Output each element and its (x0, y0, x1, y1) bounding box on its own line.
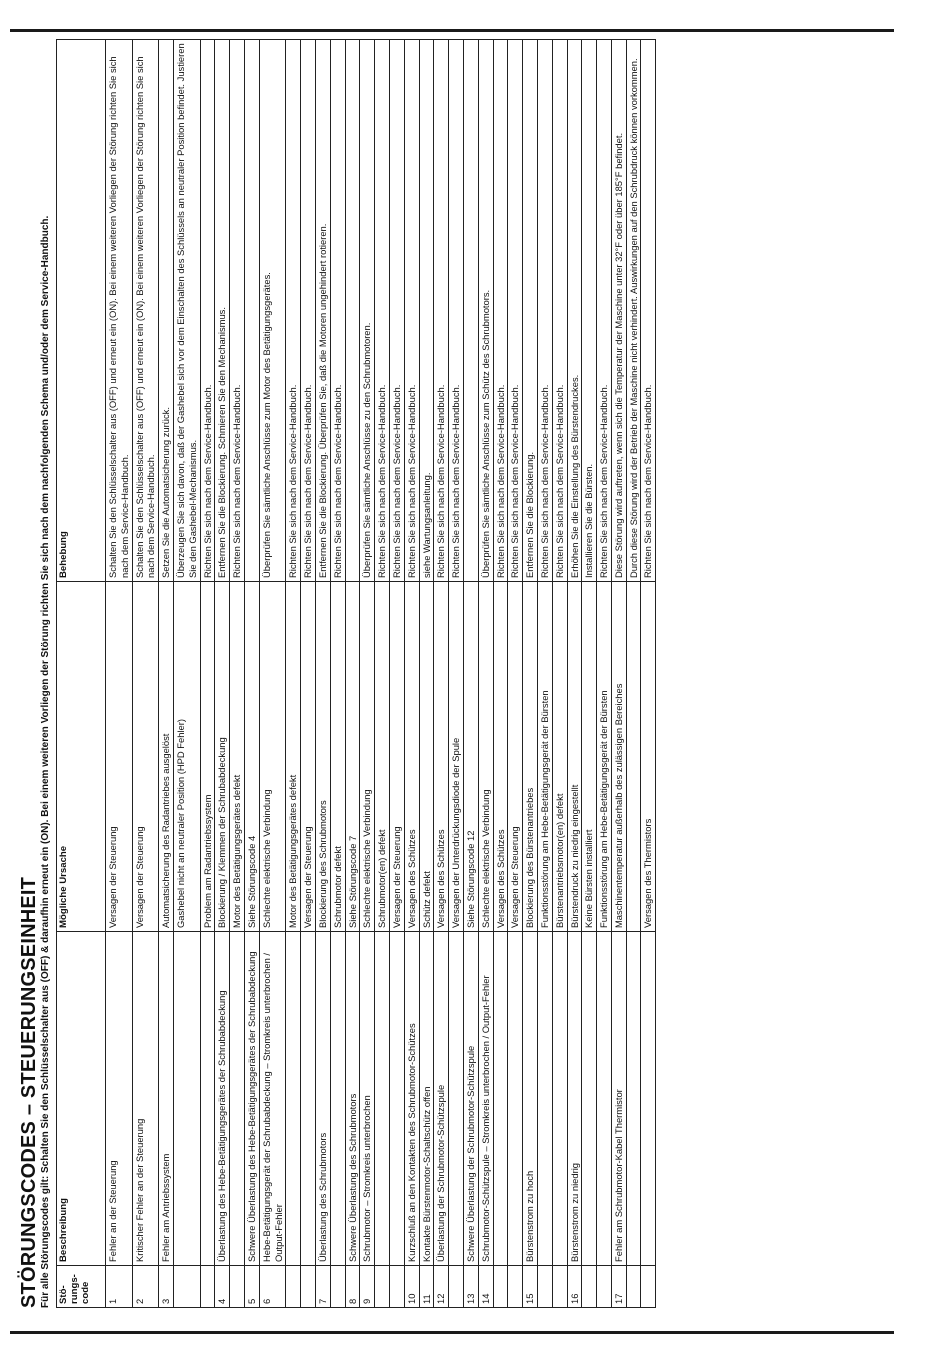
cell-remedy: Schalten Sie den Schlüsselschalter aus (OFF) und erneut ein (ON). Bei einem weiteren Vorliegen der Störung richten Sie sich nach dem Service-Handbuch. (132, 40, 159, 582)
cell-remedy: Richten Sie sich nach dem Service-Handbuch. (404, 40, 419, 582)
cell-cause: Versagen des Schützes (434, 582, 449, 932)
cell-cause: Versagen der Steuerung (132, 582, 159, 932)
table-row (200, 40, 215, 1308)
header-code: Stö-rungs-code (57, 1266, 106, 1308)
cell-remedy: Diese Störung wird auftreten, wenn sich die Temperatur der Maschine unter 32°F oder über 185°F befindet. (611, 40, 626, 582)
bottom-rule (10, 1331, 894, 1334)
cell-remedy: Richten Sie sich nach dem Service-Handbuch. (493, 40, 508, 582)
cell-cause: Keine Bürsten installiert (582, 582, 597, 932)
cell-cause: Versagen der Steuerung (508, 582, 523, 932)
cell-code (286, 1266, 301, 1308)
cell-cause: Schlechte elektrische Verbindung (478, 582, 493, 932)
cell-remedy: Entfernen Sie die Blockierung. Schmieren Sie den Mechanismus. (215, 40, 230, 582)
cell-code: 11 (419, 1266, 434, 1308)
table-row (523, 40, 538, 1308)
table-row (244, 40, 259, 1308)
cell-cause: Siehe Störungscode 12 (463, 582, 478, 932)
cell-remedy: Richten Sie sich nach dem Service-Handbuch. (537, 40, 552, 582)
cell-code: 14 (478, 1266, 493, 1308)
cell-remedy: Richten Sie sich nach dem Service-Handbuch. (389, 40, 404, 582)
table-row (434, 40, 449, 1308)
cell-description: Hebe-Betätigungsgerät der Schrubabdeckung – Stromkreis unterbrochen / Output-Fehler (259, 932, 286, 1266)
cell-description (389, 932, 404, 1266)
cell-description: Schwere Überlastung der Schrubmotor-Schützspule (463, 932, 478, 1266)
cell-cause: Schrubmotor defekt (330, 582, 345, 932)
cell-cause: Blockierung / Klemmen der Schrubabdeckung (215, 582, 230, 932)
header-description: Beschreibung (57, 932, 106, 1266)
header-cause: Mögliche Ursache (57, 582, 106, 932)
table-row (537, 40, 552, 1308)
cell-cause: Schlechte elektrische Verbindung (360, 582, 375, 932)
cell-cause: Funktionsstörung am Hebe-Betätigungsgerät der Bürsten (537, 582, 552, 932)
cell-code: 2 (132, 1266, 159, 1308)
cell-cause: Schrubmotor(en) defekt (375, 582, 390, 932)
cell-cause: Versagen des Schützes (493, 582, 508, 932)
cell-description: Bürstenstrom zu hoch (523, 932, 538, 1266)
cell-description (493, 932, 508, 1266)
cell-description: Überlastung des Schrubmotors (315, 932, 330, 1266)
cell-code (200, 1266, 215, 1308)
cell-code (330, 1266, 345, 1308)
cell-remedy: Richten Sie sich nach dem Service-Handbuch. (230, 40, 245, 582)
cell-remedy: Installieren Sie die Bürsten. (582, 40, 597, 582)
cell-cause: Versagen des Schützes (404, 582, 419, 932)
cell-cause: Blockierung des Schrubmotors (315, 582, 330, 932)
cell-cause: Schlechte elektrische Verbindung (259, 582, 286, 932)
table-row (552, 40, 567, 1308)
cell-code: 17 (611, 1266, 626, 1308)
table-row (315, 40, 330, 1308)
cell-cause (626, 582, 641, 932)
cell-code: 7 (315, 1266, 330, 1308)
cell-code (552, 1266, 567, 1308)
cell-description (375, 932, 390, 1266)
cell-code: 13 (463, 1266, 478, 1308)
cell-code: 8 (345, 1266, 360, 1308)
header-remedy: Behebung (57, 40, 106, 582)
cell-description (597, 932, 612, 1266)
cell-description: Kurzschluß an den Kontakten des Schrubmotor-Schützes (404, 932, 419, 1266)
cell-cause: Versagen des Thermistors (641, 582, 656, 932)
error-code-table (56, 39, 656, 1308)
cell-remedy: Überprüfen Sie sämtliche Anschlüsse zu den Schrubmotoren. (360, 40, 375, 582)
cell-description: Fehler am Antriebssystem (159, 932, 174, 1266)
cell-description: Überlastung des Hebe-Betätigungsgerätes der Schrubabdeckung (215, 932, 230, 1266)
table-row (493, 40, 508, 1308)
cell-cause: Versagen der Steuerung (301, 582, 316, 932)
cell-code (626, 1266, 641, 1308)
cell-description: Schwere Überlastung des Hebe-Betätigungsgerätes der Schrubabdeckung (244, 932, 259, 1266)
table-row (463, 40, 478, 1308)
cell-remedy: Richten Sie sich nach dem Service-Handbuch. (330, 40, 345, 582)
cell-code: 3 (159, 1266, 174, 1308)
table-row (106, 40, 133, 1308)
cell-description (626, 932, 641, 1266)
cell-description (230, 932, 245, 1266)
cell-cause: Bürstenantriebsmotor(en) defekt (552, 582, 567, 932)
cell-code: 4 (215, 1266, 230, 1308)
table-row (330, 40, 345, 1308)
table-row (449, 40, 464, 1308)
cell-code: 9 (360, 1266, 375, 1308)
cell-remedy: Richten Sie sich nach dem Service-Handbuch. (301, 40, 316, 582)
table-header-row (57, 40, 106, 1308)
cell-description: Fehler an der Steuerung (106, 932, 133, 1266)
cell-description: Kritischer Fehler an der Steuerung (132, 932, 159, 1266)
cell-cause: Motor des Betätigungsgerätes defekt (286, 582, 301, 932)
cell-description: Schwere Überlastung des Schrubmotors (345, 932, 360, 1266)
cell-cause: Problem am Radantriebssystem (200, 582, 215, 932)
cell-description (286, 932, 301, 1266)
cell-code (173, 1266, 200, 1308)
cell-cause: Bürstendruck zu niedrig eingestellt (567, 582, 582, 932)
cell-description: Schrubmotor – Stromkreis unterbrochen (360, 932, 375, 1266)
cell-code (375, 1266, 390, 1308)
table-row (259, 40, 286, 1308)
cell-code: 15 (523, 1266, 538, 1308)
cell-remedy: Richten Sie sich nach dem Service-Handbuch. (375, 40, 390, 582)
table-row (419, 40, 434, 1308)
cell-description (537, 932, 552, 1266)
cell-cause: Versagen der Steuerung (389, 582, 404, 932)
cell-remedy: Überprüfen Sie sämtliche Anschlüsse zum Schütz des Schrubmotors. (478, 40, 493, 582)
page-subtitle: Für alle Störungscodes gilt: Schalten Sie den Schlüsselschalter aus (OFF) & daraufhin erneut ein (ON). Bei einem weiteren Vorliegen der Störung richten Sie sich nach dem nachfolgenden Schema und/oder dem Service-Handbuch. (40, 215, 51, 1308)
cell-description: Fehler am Schrubmotor-Kabel Thermistor (611, 932, 626, 1266)
table-row (389, 40, 404, 1308)
table-row (508, 40, 523, 1308)
table-row (478, 40, 493, 1308)
cell-cause: Versagen der Unterdrückungsdiode der Spule (449, 582, 464, 932)
cell-code: 6 (259, 1266, 286, 1308)
cell-remedy: siehe Wartungsanleitung. (419, 40, 434, 582)
table-row (611, 40, 626, 1308)
cell-remedy: Schalten Sie den Schlüsselschalter aus (OFF) und erneut ein (ON). Bei einem weiteren Vorliegen der Störung richten Sie sich nach dem Service-Handbuch. (106, 40, 133, 582)
cell-cause: Blockierung des Bürstenantriebes (523, 582, 538, 932)
cell-remedy (345, 40, 360, 582)
cell-remedy: Richten Sie sich nach dem Service-Handbuch. (286, 40, 301, 582)
cell-cause: Motor des Betätigungsgerätes defekt (230, 582, 245, 932)
cell-remedy: Richten Sie sich nach dem Service-Handbuch. (200, 40, 215, 582)
cell-code (508, 1266, 523, 1308)
cell-cause: Siehe Störungscode 7 (345, 582, 360, 932)
cell-cause: Schütz defekt (419, 582, 434, 932)
cell-code: 1 (106, 1266, 133, 1308)
table-row (215, 40, 230, 1308)
table-row (597, 40, 612, 1308)
cell-code (597, 1266, 612, 1308)
cell-code (641, 1266, 656, 1308)
cell-remedy (244, 40, 259, 582)
cell-remedy: Erhöhen Sie die Einstellung des Bürstendruckes. (567, 40, 582, 582)
page-title: STÖRUNGSCODES – STEUERUNGSEINHEIT (18, 876, 40, 1308)
cell-description (330, 932, 345, 1266)
cell-code (449, 1266, 464, 1308)
table-row (567, 40, 582, 1308)
table-row (582, 40, 597, 1308)
cell-remedy: Richten Sie sich nach dem Service-Handbuch. (597, 40, 612, 582)
cell-code (582, 1266, 597, 1308)
table-row (173, 40, 200, 1308)
cell-description (301, 932, 316, 1266)
cell-description (200, 932, 215, 1266)
cell-description (508, 932, 523, 1266)
cell-description: Kontakte Bürstenmotor-Schaltschütz offen (419, 932, 434, 1266)
cell-remedy: Richten Sie sich nach dem Service-Handbuch. (508, 40, 523, 582)
table-row (404, 40, 419, 1308)
cell-remedy: Überzeugen Sie sich davon, daß der Gashebel sich vor dem Einschalten des Schlüssels an neutraler Position befindet. Justieren Sie den Gashebel-Mechanismus. (173, 40, 200, 582)
cell-description (641, 932, 656, 1266)
cell-cause: Gashebel nicht an neutraler Position (HPD Fehler) (173, 582, 200, 932)
cell-code (301, 1266, 316, 1308)
table-row (375, 40, 390, 1308)
cell-description (173, 932, 200, 1266)
table-row (286, 40, 301, 1308)
cell-code: 16 (567, 1266, 582, 1308)
cell-description: Schrubmotor-Schützspule – Stromkreis unterbrochen / Output-Fehler (478, 932, 493, 1266)
cell-cause: Automatsicherung des Radantriebes ausgelöst (159, 582, 174, 932)
cell-description: Überlastung der Schrubmotor-Schützspule (434, 932, 449, 1266)
cell-remedy: Entfernen Sie die Blockierung. Überprüfen Sie, daß die Motoren ungehindert rotieren. (315, 40, 330, 582)
table-row (641, 40, 656, 1308)
cell-remedy: Entfernen Sie die Blockierung. (523, 40, 538, 582)
table-row (230, 40, 245, 1308)
cell-code: 5 (244, 1266, 259, 1308)
cell-remedy: Richten Sie sich nach dem Service-Handbuch. (434, 40, 449, 582)
table-row (159, 40, 174, 1308)
table-body (106, 40, 656, 1308)
cell-remedy (463, 40, 478, 582)
cell-cause: Siehe Störungscode 4 (244, 582, 259, 932)
cell-description (449, 932, 464, 1266)
cell-remedy: Setzen Sie die Automatsicherung zurück. (159, 40, 174, 582)
cell-remedy: Richten Sie sich nach dem Service-Handbuch. (552, 40, 567, 582)
table-row (345, 40, 360, 1308)
cell-description (552, 932, 567, 1266)
table-row (132, 40, 159, 1308)
top-rule (10, 29, 894, 32)
cell-description (582, 932, 597, 1266)
table-row (301, 40, 316, 1308)
cell-code (537, 1266, 552, 1308)
cell-cause: Maschinentemperatur außerhalb des zulässigen Bereiches (611, 582, 626, 932)
rotated-page-content (18, 40, 890, 1308)
cell-code (389, 1266, 404, 1308)
cell-code: 10 (404, 1266, 419, 1308)
cell-remedy: Richten Sie sich nach dem Service-Handbuch. (449, 40, 464, 582)
cell-code: 12 (434, 1266, 449, 1308)
cell-code (493, 1266, 508, 1308)
cell-code (230, 1266, 245, 1308)
cell-remedy: Richten Sie sich nach dem Service-Handbuch. (641, 40, 656, 582)
cell-remedy: Durch diese Störung wird der Betrieb der Maschine nicht verhindert. Auswirkungen auf den Schrubdruck können vorkommen. (626, 40, 641, 582)
cell-cause: Funktionsstörung am Hebe-Betätigungsgerät der Bürsten (597, 582, 612, 932)
cell-description: Bürstenstrom zu niedrig (567, 932, 582, 1266)
table-row (626, 40, 641, 1308)
cell-remedy: Überprüfen Sie sämtliche Anschlüsse zum Motor des Betätigungsgerätes. (259, 40, 286, 582)
cell-cause: Versagen der Steuerung (106, 582, 133, 932)
table-row (360, 40, 375, 1308)
